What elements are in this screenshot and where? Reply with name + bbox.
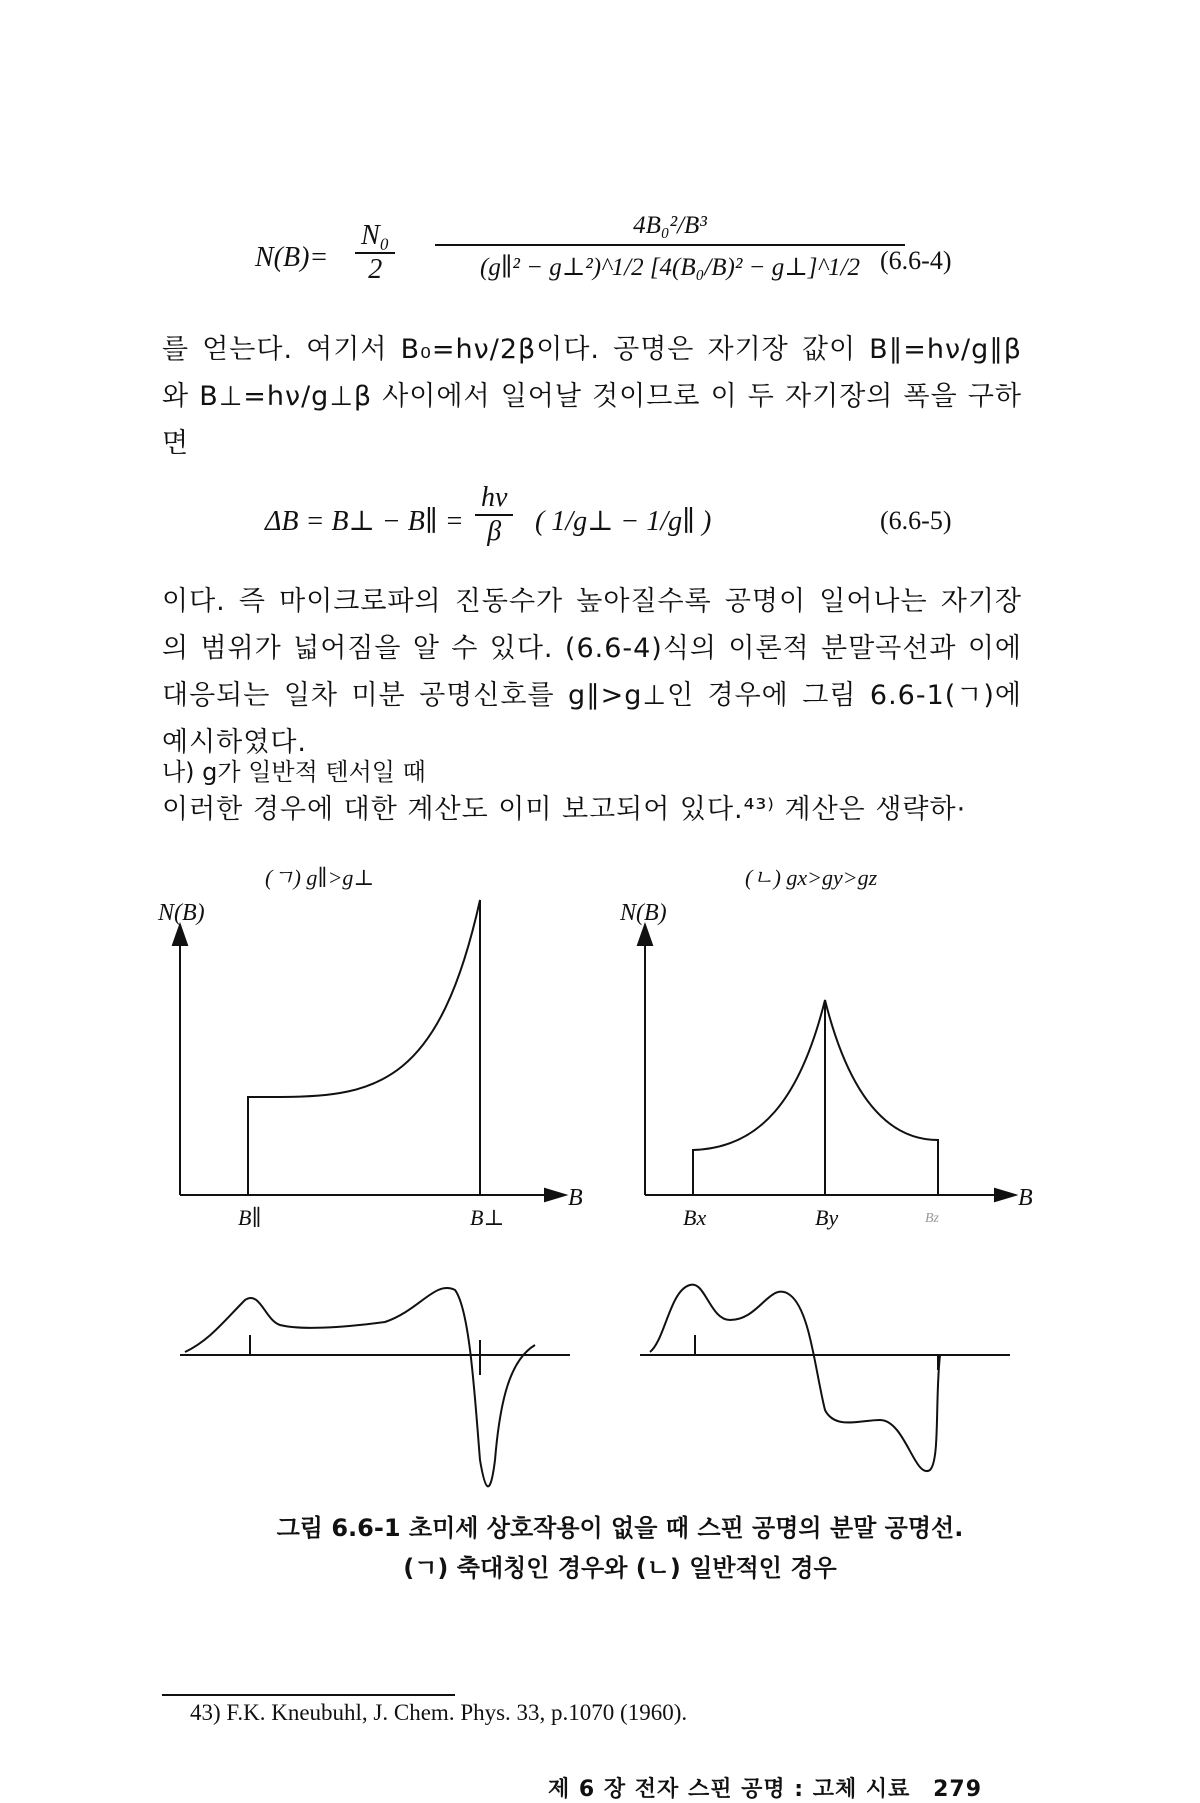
left-tick-label-b-perp: B⊥: [470, 1205, 505, 1230]
caption-line-1: 그림 6.6-1 초미세 상호작용이 없을 때 스핀 공명의 분말 공명선.: [276, 1514, 964, 1542]
paragraph-2: 이다. 즉 마이크로파의 진동수가 높아질수록 공명이 일어나는 자기장의 범위가 넓어짐을 알 수 있다. (6.6-4)식의 이론적 분말곡선과 이에 대응되는 일차 미분 공명신호를 g∥>g⊥인 경우에 그림 6.6-1(ㄱ)에 예시하였다.: [162, 586, 1022, 758]
eq1-coef-den: 2: [368, 254, 383, 285]
figure-right-panel: [638, 925, 1015, 1471]
eq1-numerator: 4B₀²/B³: [435, 212, 905, 246]
left-ylabel: N(B): [158, 900, 205, 926]
eq1-number: (6.6-4): [880, 246, 952, 275]
section-subheading: 나) g가 일반적 텐서일 때: [162, 758, 426, 786]
eq2-number: (6.6-5): [880, 506, 952, 535]
eq2-frac-den: β: [487, 516, 502, 547]
left-xlabel: B: [568, 1185, 583, 1211]
right-tick-label-bz: Bz: [925, 1211, 939, 1226]
right-tick-label-by: By: [815, 1205, 839, 1230]
left-title: (ㄱ) g∥>g⊥: [265, 865, 375, 890]
page-footer: [548, 1772, 982, 1803]
eq1-coef-num: N₀: [355, 220, 395, 254]
left-x-arrow: [545, 1189, 565, 1201]
caption-line-2: (ㄱ) 축대칭인 경우와 (ㄴ) 일반적인 경우: [403, 1554, 837, 1582]
eq1-denominator: (g∥² − g⊥²)^1/2 [4(B₀/B)² − g⊥]^1/2: [480, 254, 860, 281]
left-tick-label-b-par: B∥: [238, 1205, 262, 1230]
right-xlabel: B: [1018, 1185, 1033, 1211]
figure-caption: [200, 1508, 1040, 1588]
left-derivative-curve: [185, 1288, 535, 1486]
eq1-lhs: N(B)=: [255, 242, 329, 273]
right-y-arrow: [638, 925, 652, 945]
paragraph-3: 이러한 경우에 대한 계산도 이미 보고되어 있다.⁴³⁾ 계산은 생략하·: [162, 794, 967, 825]
right-x-arrow: [995, 1189, 1015, 1201]
footer-page-number: 279: [933, 1777, 983, 1802]
eq2-frac-num: hν: [475, 482, 513, 516]
footnote-43: 43) F.K. Kneubuhl, J. Chem. Phys. 33, p.1070 (1960).: [190, 1700, 688, 1725]
right-tick-label-bx: Bx: [683, 1205, 707, 1230]
eq2-bracket: ( 1/g⊥ − 1/g∥ ): [535, 506, 712, 537]
footer-chapter: 제 6 장 전자 스핀 공명 : 고체 시료: [548, 1777, 911, 1802]
left-absorption-curve: [248, 900, 480, 1195]
left-y-arrow: [173, 925, 187, 945]
paragraph-1: 를 얻는다. 여기서 B₀=hν/2β이다. 공명은 자기장 값이 B∥=hν/g∥β와 B⊥=hν/g⊥β 사이에서 일어날 것이므로 이 두 자기장의 폭을 구하면: [162, 334, 1022, 459]
figure-left-panel: [173, 900, 570, 1486]
right-title: (ㄴ) gx>gy>gz: [745, 865, 878, 890]
right-derivative-curve: [650, 1285, 940, 1472]
right-absorption-curve: [693, 1000, 938, 1195]
right-ylabel: N(B): [620, 900, 667, 926]
eq2-lhs: ΔB = B⊥ − B∥ =: [265, 506, 464, 537]
